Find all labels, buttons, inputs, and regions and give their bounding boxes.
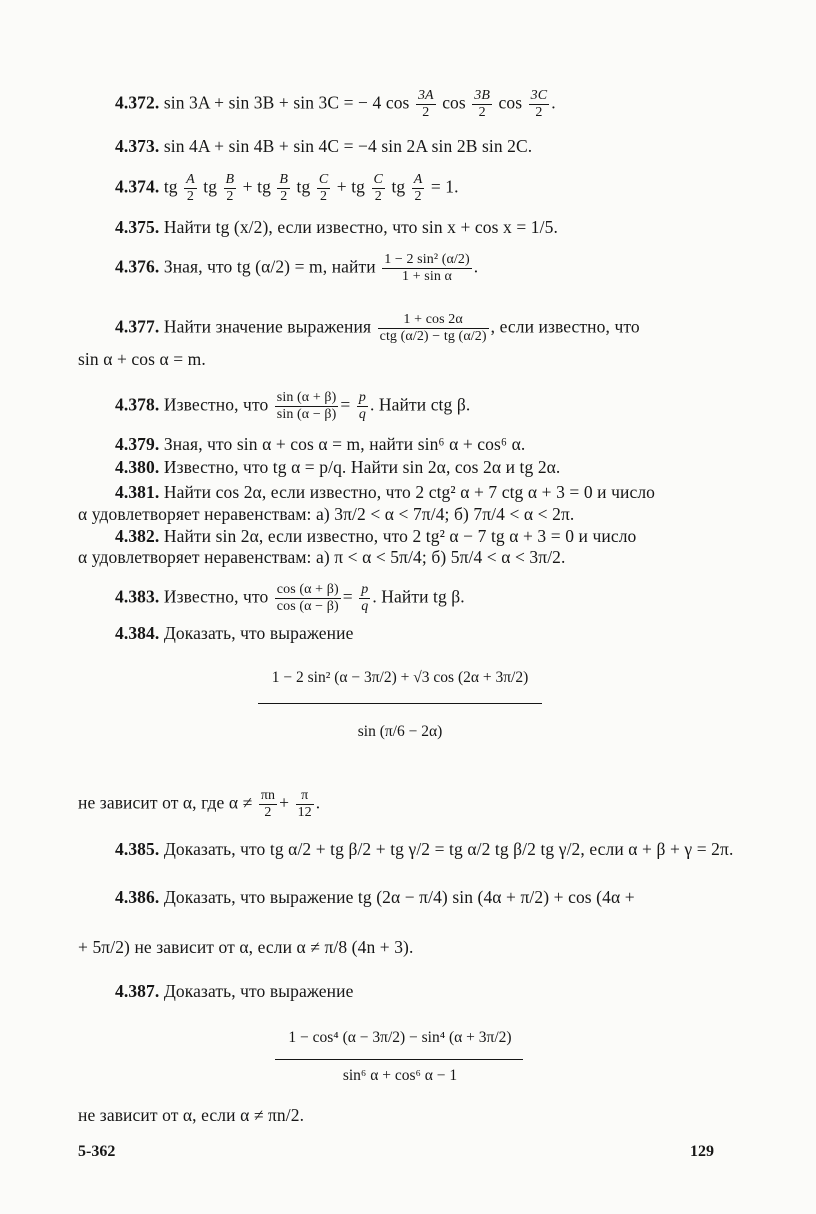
problem-4-382-cont: α удовлетворяет неравенствам: а) π < α < 5π/4; б) 5π/4 < α < 3π/2. xyxy=(78,547,566,567)
problem-4-387-numerator: 1 − cos⁴ (α − 3π/2) − sin⁴ (α + 3π/2) xyxy=(288,1029,512,1046)
problem-4-377: 4.377. Найти значение выражения 1 + cos 2α ctg (α/2) − tg (α/2) , если известно, что xyxy=(115,312,640,344)
signature-mark: 5-362 xyxy=(78,1143,116,1160)
problem-4-387-cont: не зависит от α, если α ≠ πn/2. xyxy=(78,1105,305,1125)
problem-4-384: 4.384. Доказать, что выражение xyxy=(115,623,354,643)
problem-4-374: 4.374. tg $\frac{A}{2}$ tg $\frac{B}{2}$ + tg $\frac{B}{2}$ tg $\frac{C}{2}$ + tg $\frac{C}{2}$ tg $\frac{A}{2}$ = 1. xyxy=(115,172,459,204)
problem-4-381: 4.381. Найти cos 2α, если известно, что 2 ctg² α + 7 ctg α + 3 = 0 и число xyxy=(115,482,656,502)
problem-4-382: 4.382. Найти sin 2α, если известно, что 2 tg² α − 7 tg α + 3 = 0 и число xyxy=(115,526,637,546)
fraction-bar xyxy=(275,1059,523,1060)
problem-4-377-cont: sin α + cos α = m. xyxy=(78,349,206,369)
problem-4-379: 4.379. Зная, что sin α + cos α = m, найти sin⁶ α + cos⁶ α. xyxy=(115,434,526,454)
problem-4-385: 4.385. Доказать, что tg α/2 + tg β/2 + tg γ/2 = tg α/2 tg β/2 tg γ/2, если α + β + γ = 2π. xyxy=(115,839,734,859)
problem-4-383: 4.383. Известно, что $\frac{\cos (\alpha + \beta)}{\cos (\alpha - \beta)}$ = $\frac{p}{q}$ . Найти tg β. xyxy=(115,582,465,614)
problem-4-384-cont: не зависит от α, где α ≠ $\frac{\pi n}{2}$ + $\frac{\pi}{12}$ . xyxy=(78,788,321,820)
problem-4-375: 4.375. Найти tg (x/2), если известно, что sin x + cos x = 1/5. xyxy=(115,217,558,237)
problem-4-376: 4.376. Зная, что tg (α/2) = m, найти $\frac{\text{1 − 2 sin² (α/2)}}{\text{1 + sin α}}$ . xyxy=(115,252,479,284)
problem-4-387-denominator: sin⁶ α + cos⁶ α − 1 xyxy=(342,1067,458,1084)
problem-4-384-denominator: sin (π/6 − 2α) xyxy=(357,723,443,740)
problem-4-386: 4.386. Доказать, что выражение tg (2α − π/4) sin (4α + π/2) + cos (4α + xyxy=(115,887,635,907)
problem-4-386-cont: + 5π/2) не зависит от α, если α ≠ π/8 (4n + 3). xyxy=(78,937,414,957)
page-number: 129 xyxy=(690,1143,714,1160)
problem-4-380: 4.380. Известно, что tg α = p/q. Найти sin 2α, cos 2α и tg 2α. xyxy=(115,457,561,477)
problem-4-387: 4.387. Доказать, что выражение xyxy=(115,981,354,1001)
problem-4-384-numerator: 1 − 2 sin² (α − 3π/2) + √3 cos (2α + 3π/2) xyxy=(271,669,529,686)
problem-4-372: 4.372. sin 3A + sin 3B + sin 3C = − 4 cos $\frac{3A}{2}$ cos $\frac{3B}{2}$ cos $\frac{3C}{2}$ . xyxy=(115,88,556,120)
fraction-bar xyxy=(258,703,542,704)
problem-4-381-cont: α удовлетворяет неравенствам: а) 3π/2 < α < 7π/4; б) 7π/4 < α < 2π. xyxy=(78,504,575,524)
problem-4-378: 4.378. Известно, что $\frac{\sin (\alpha + \beta)}{\sin (\alpha - \beta)}$ = $\frac{p}{q}$ . Найти ctg β. xyxy=(115,390,471,422)
problem-4-373: 4.373. sin 4A + sin 4B + sin 4C = −4 sin 2A sin 2B sin 2C. xyxy=(115,136,533,156)
